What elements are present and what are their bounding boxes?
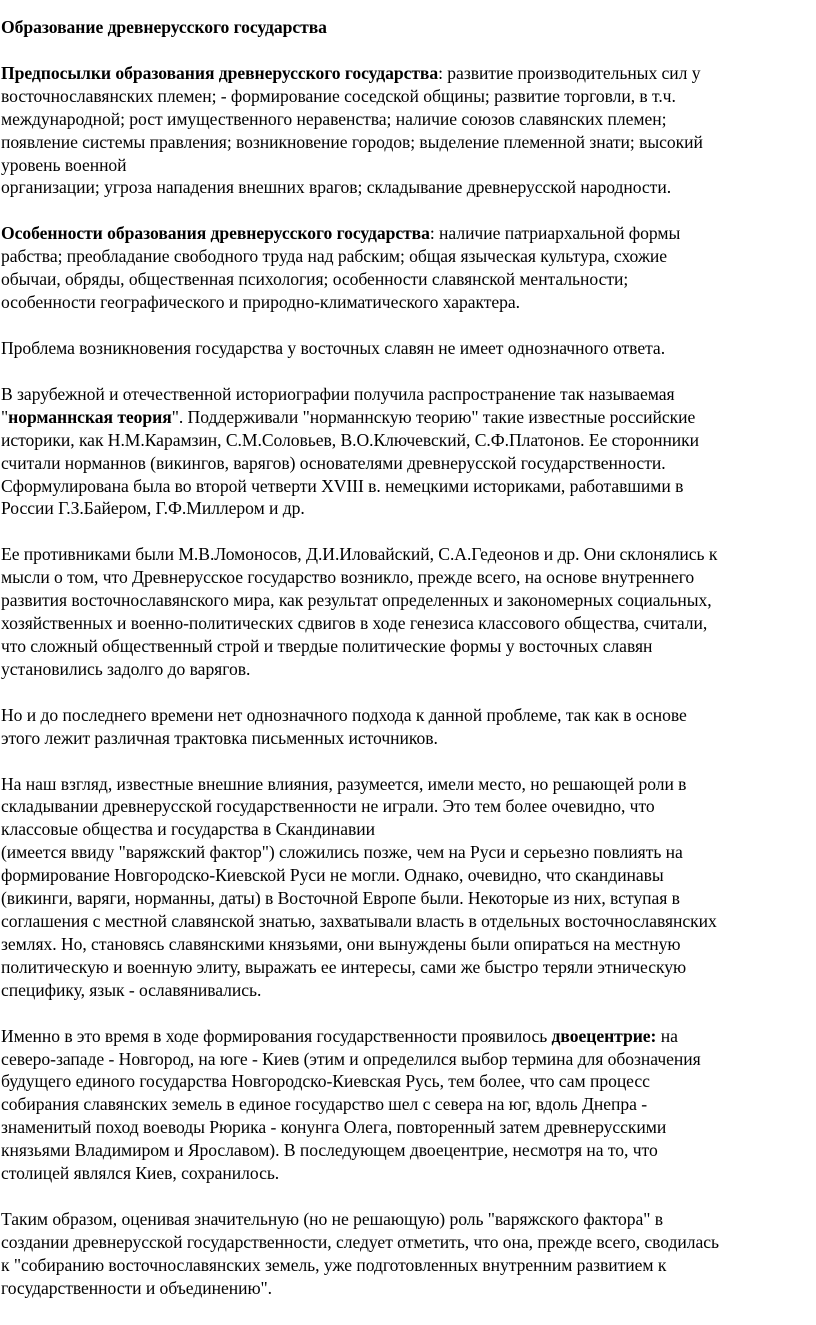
text-line: будущего единого государства Новгородско-Киевская Русь, тем более, что сам процесс xyxy=(1,1071,650,1092)
text-line: На наш взгляд, известные внешние влияния, разумеется, имели место, но решающей роли в xyxy=(1,773,687,794)
text-line: "норманнская теория". Поддерживали "норманнскую теорию" такие известные российские xyxy=(1,406,696,427)
text-line: особенности географического и природно-климатического характера. xyxy=(1,292,520,313)
paragraph-opponents xyxy=(1,543,816,680)
paragraph-conclusion xyxy=(1,1208,816,1300)
text-line: обычаи, обряды, общественная психология; особенности славянской ментальности; xyxy=(1,269,629,290)
text-line: Сформулирована была во второй четверти XVIII в. немецкими историками, работавшими в xyxy=(1,475,684,496)
text-line: восточнославянских племен; - формирование соседской общины; развитие торговли, в т.ч. xyxy=(1,85,676,106)
text-line: международной; рост имущественного неравенства; наличие союзов славянских племен; xyxy=(1,108,667,129)
text-line: хозяйственных и военно-политических сдвигов в ходе генезиса классового общества, считали, xyxy=(1,613,708,634)
text-line: считали норманнов (викингов, варягов) основателями древнерусской государственности. xyxy=(1,452,666,473)
text-line: специфику, язык - ославянивались. xyxy=(1,979,262,1000)
paragraph-norman-theory xyxy=(1,383,816,520)
paragraph-problem xyxy=(1,337,816,360)
text-line: Проблема возникновения государства у восточных славян не имеет однозначного ответа. xyxy=(1,337,666,358)
text-line: государственности и объединению". xyxy=(1,1277,273,1298)
paragraph-our-view xyxy=(1,773,816,1002)
text-line: северо-западе - Новгород, на юге - Киев (этим и определился выбор термина для обозначения xyxy=(1,1048,701,1069)
text-line: Ее противниками были М.В.Ломоносов, Д.И.Иловайский, С.А.Гедеонов и др. Они склонялись к xyxy=(1,544,718,565)
text-line: что сложный общественный строй и твердые политические формы у восточных славян xyxy=(1,635,653,656)
term-features: Особенности образования древнерусского государства xyxy=(1,223,430,244)
text-line: к "собиранию восточнославянских земель, уже подготовленных внутренним развитием к xyxy=(1,1254,667,1275)
paragraph-two-centers xyxy=(1,1025,816,1185)
text-line: организации; угроза нападения внешних врагов; складывание древнерусской народности. xyxy=(1,177,672,198)
text-line: России Г.З.Байером, Г.Ф.Миллером и др. xyxy=(1,498,305,519)
paragraph-preconditions xyxy=(1,62,816,199)
text-line: складывании древнерусской государственности не играли. Это тем более очевидно, что xyxy=(1,796,655,817)
text-line: уровень военной xyxy=(1,154,127,175)
text-line: Но и до последнего времени нет однозначного подхода к данной проблеме, так как в основе xyxy=(1,704,687,725)
term-norman-theory: норманнская теория xyxy=(8,406,172,427)
text-line: В зарубежной и отечественной историографии получила распространение так называемая xyxy=(1,383,675,404)
text-line: появление системы правления; возникновение городов; выделение племенной знати; высокий xyxy=(1,131,703,152)
text-line: Таким образом, оценивая значительную (но не решающую) роль "варяжского фактора" в xyxy=(1,1208,663,1229)
text-line: этого лежит различная трактовка письменных источников. xyxy=(1,727,438,748)
term-preconditions: Предпосылки образования древнерусского государства xyxy=(1,62,439,83)
term-two-centers: двоецентрие: xyxy=(551,1025,657,1046)
text-line: Именно в это время в ходе формирования государственности проявилось двоецентрие: на xyxy=(1,1025,678,1046)
text-line: создании древнерусской государственности, следует отметить, что она, прежде всего, сводилась xyxy=(1,1231,720,1252)
paragraph-no-consensus xyxy=(1,704,816,750)
paragraph-features xyxy=(1,222,816,314)
text-line: историки, как Н.М.Карамзин, С.М.Соловьев, В.О.Ключевский, С.Ф.Платонов. Ее сторонники xyxy=(1,429,700,450)
text-line: Предпосылки образования древнерусского государства: развитие производительных сил у xyxy=(1,62,701,83)
text-line: установились задолго до варягов. xyxy=(1,658,251,679)
text-line: политическую и военную элиту, выражать ее интересы, сами же быстро теряли этническую xyxy=(1,956,687,977)
text-line: рабства; преобладание свободного труда над рабским; общая языческая культура, схожие xyxy=(1,246,668,267)
text-line: соглашения с местной славянской знатью, захватывали власть в отдельных восточнославянских xyxy=(1,911,717,931)
text-line: собирания славянских земель в единое государство шел с севера на юг, вдоль Днепра - xyxy=(1,1094,648,1115)
text-line: мысли о том, что Древнерусское государство возникло, прежде всего, на основе внутреннего xyxy=(1,567,695,588)
text-line: развития восточнославянского мира, как результат определенных и закономерных социальных, xyxy=(1,590,712,611)
text-line: (имеется ввиду "варяжский фактор") сложились позже, чем на Руси и серьезно повлиять на xyxy=(1,842,683,863)
text-line: столицей являлся Киев, сохранилось. xyxy=(1,1163,280,1184)
text-line: Особенности образования древнерусского государства: наличие патриархальной формы xyxy=(1,223,681,244)
text-line: знаменитый поход воеводы Рюрика - конунга Олега, повторенный затем древнерусскими xyxy=(1,1117,667,1138)
text-line: классовые общества и государства в Скандинавии xyxy=(1,819,376,840)
text-line: формирование Новгородско-Киевской Руси не могли. Однако, очевидно, что скандинавы xyxy=(1,865,664,886)
text-line: (викинги, варяги, норманны, даты) в Восточной Европе были. Некоторые из них, вступая в xyxy=(1,888,680,909)
document-title: Образование древнерусского государства xyxy=(1,17,327,37)
text-line: князьями Владимиром и Ярославом). В последующем двоецентрие, несмотря на то, что xyxy=(1,1140,658,1161)
text-line: землях. Но, становясь славянскими князьями, они вынуждены были опираться на местную xyxy=(1,933,681,954)
